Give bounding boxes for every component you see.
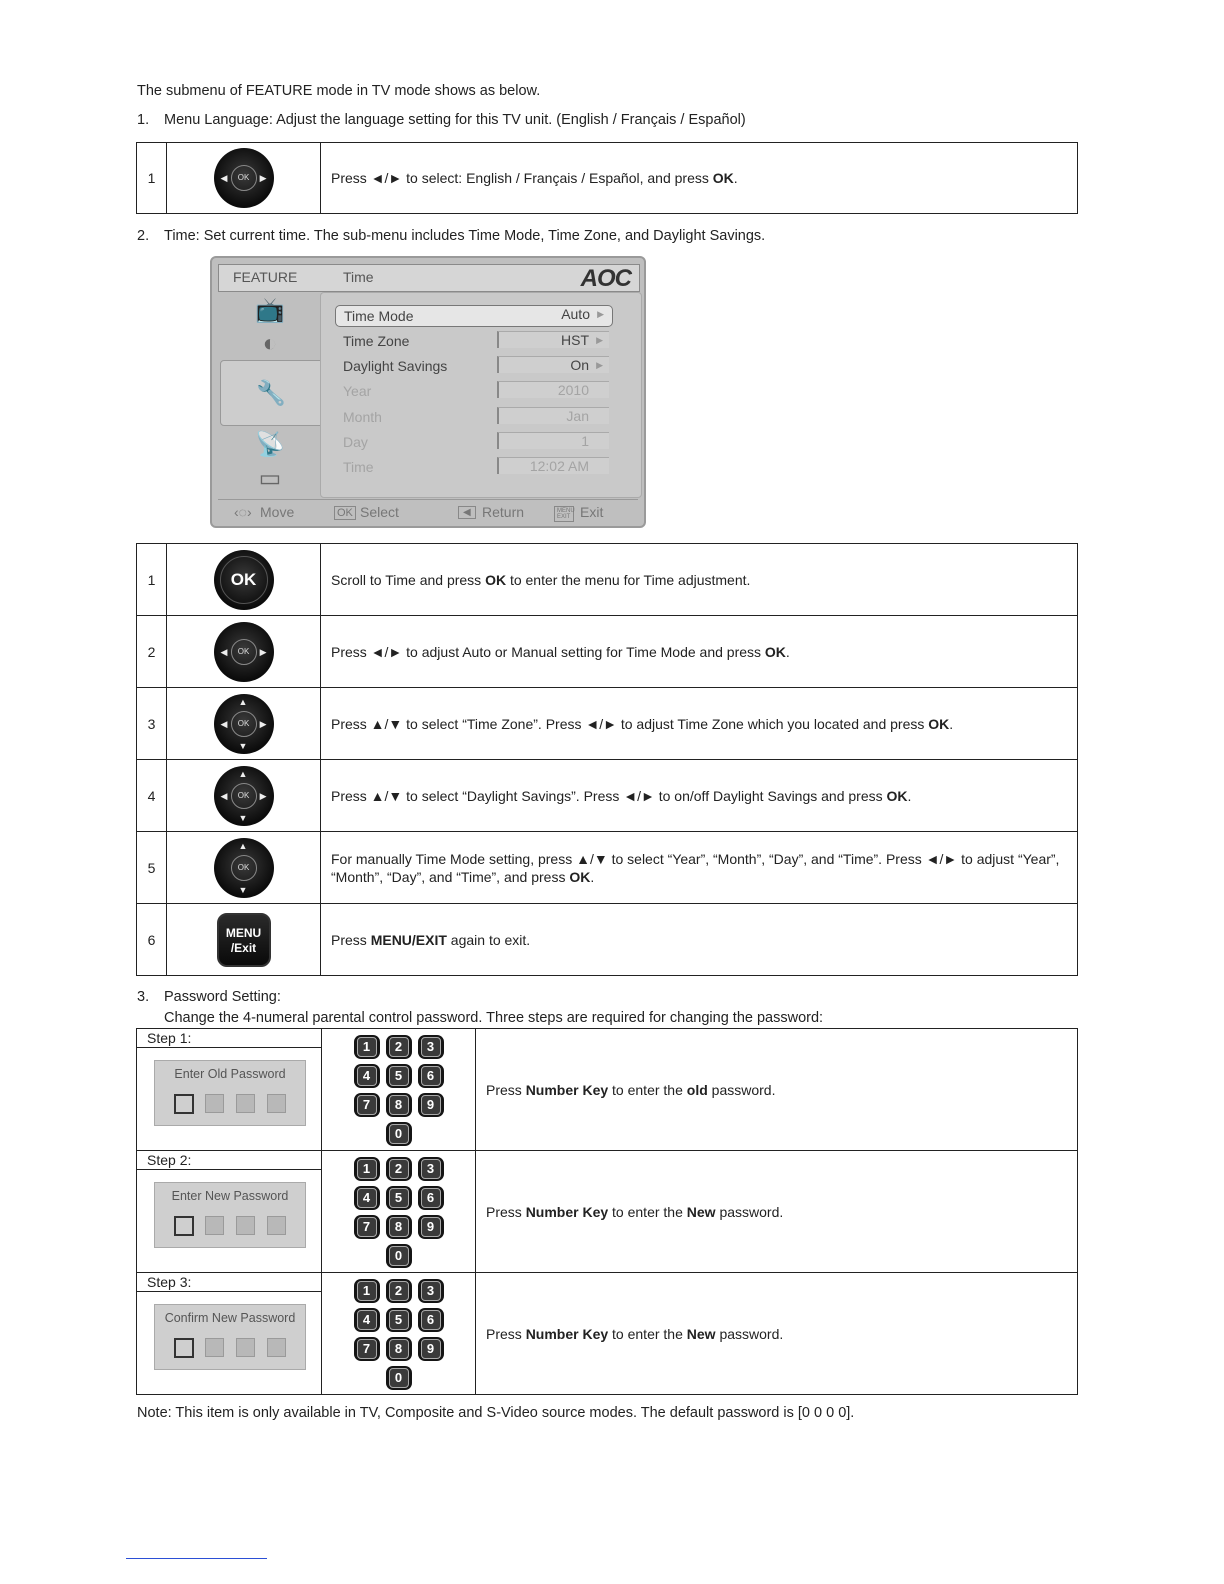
password-digit-box <box>174 1216 194 1236</box>
tools-icon: 🔧 <box>220 360 322 426</box>
footer-exit: Exit <box>580 504 604 520</box>
row-number: 4 <box>137 760 167 832</box>
osd-row-year: Year 2010 <box>335 381 611 401</box>
instruction-text: Press Number Key to enter the New password. <box>476 1273 1078 1395</box>
row-number: 5 <box>137 832 167 904</box>
tv-icon: 📺 <box>255 296 285 324</box>
instruction-text: Press Number Key to enter the New password. <box>476 1151 1078 1273</box>
osd-footer <box>218 499 638 522</box>
instruction-text: For manually Time Mode setting, press ▲/▼ to select “Year”, “Month”, “Day”, and “Time”. Press ◄/► to adjust “Year”, “Month”, “Day”, and “Time”, and press OK. <box>321 832 1078 904</box>
number-keypad-icon: 1 2 3 4 5 6 7 8 9 0 <box>354 1157 444 1268</box>
footer-rule <box>126 1558 267 1559</box>
osd-time-panel <box>320 292 642 498</box>
screen-icon: ▭ <box>258 464 282 492</box>
osd-row-month: Month Jan <box>335 407 611 427</box>
ok-left-right-button-icon: ◀ OK ▶ <box>214 622 274 682</box>
section3-title: Password Setting: <box>164 989 281 1005</box>
right-arrow-icon: ▶ <box>596 360 603 370</box>
password-digit-box <box>205 1338 224 1357</box>
ok-four-way-button-icon: ▲ ◀ OK ▶ ▼ <box>214 694 274 754</box>
password-digit-box <box>236 1216 255 1235</box>
right-arrow-icon: ▶ <box>596 335 603 345</box>
instruction-text: Press ▲/▼ to select “Daylight Savings”. Press ◄/► to on/off Daylight Savings and press OK. <box>321 760 1078 832</box>
ok-button-icon: OK <box>214 550 274 610</box>
number-keypad-icon: 1 2 3 4 5 6 7 8 9 0 <box>354 1035 444 1146</box>
footer-return: Return <box>482 504 525 520</box>
enter-new-password-dialog: Enter New Password <box>154 1182 306 1248</box>
time-steps-table <box>136 543 1078 976</box>
menu-exit-key-icon: MENU EXIT <box>554 506 574 522</box>
note-text: Note: This item is only available in TV, Composite and S-Video source modes. The default password is [0 0 0 0]. <box>137 1405 855 1421</box>
aoc-logo: AOC <box>580 265 631 292</box>
osd-row-daylight-savings: Daylight Savings On ▶ <box>335 356 611 376</box>
ok-four-way-button-icon: ▲ ◀ OK ▶ ▼ <box>214 766 274 826</box>
feature-time-osd-screenshot <box>210 256 646 528</box>
section2-number: 2. <box>137 228 150 244</box>
footer-move: Move <box>260 504 295 520</box>
instruction-text: Press ◄/► to select: English / Français / Español, and press OK. <box>321 143 1078 214</box>
osd-row-time-zone: Time Zone HST ▶ <box>335 331 611 351</box>
right-arrow-icon: ▶ <box>597 309 604 319</box>
row-number: 2 <box>137 616 167 688</box>
instruction-text: Press Number Key to enter the old password. <box>476 1029 1078 1151</box>
instruction-text: Press ▲/▼ to select “Time Zone”. Press ◄/► to adjust Time Zone which you located and press OK. <box>321 688 1078 760</box>
osd-header-time: Time <box>343 269 374 285</box>
instruction-text: Scroll to Time and press OK to enter the menu for Time adjustment. <box>321 544 1078 616</box>
password-digit-box <box>236 1094 255 1113</box>
password-digit-box <box>236 1338 255 1357</box>
osd-header <box>218 264 640 292</box>
move-arrows-icon: ‹◌› <box>234 504 252 520</box>
password-digit-box <box>267 1216 286 1235</box>
row-number: 1 <box>137 143 167 214</box>
osd-header-feature: FEATURE <box>233 269 298 285</box>
row-number: 1 <box>137 544 167 616</box>
footer-select: Select <box>360 504 399 520</box>
row-number: 3 <box>137 688 167 760</box>
password-digit-box <box>174 1338 194 1358</box>
password-digit-box <box>267 1338 286 1357</box>
osd-row-time-mode: Time Mode Auto ▶ <box>335 305 613 327</box>
osd-row-day: Day 1 <box>335 432 611 452</box>
password-table <box>136 1028 1078 1395</box>
password-digit-box <box>205 1216 224 1235</box>
step-label: Step 3: <box>137 1273 321 1292</box>
number-keypad-icon: 1 2 3 4 5 6 7 8 9 0 <box>354 1279 444 1390</box>
section1-number: 1. <box>137 112 150 128</box>
satellite-icon: 📡 <box>255 430 285 458</box>
osd-side-tabs <box>218 294 318 494</box>
ok-up-down-button-icon: ▲ OK ▼ <box>214 838 274 898</box>
section1-title: Menu Language: Adjust the language setting for this TV unit. (English / Français / Español) <box>164 112 746 128</box>
menu-exit-key-icon: MENU /Exit <box>217 913 271 967</box>
ok-key-icon: OK <box>334 506 356 520</box>
row-number: 6 <box>137 904 167 976</box>
section2-title: Time: Set current time. The sub-menu includes Time Mode, Time Zone, and Daylight Savings. <box>164 228 766 244</box>
password-digit-box <box>174 1094 194 1114</box>
return-key-icon: ◀ <box>458 506 476 519</box>
intro-text: The submenu of FEATURE mode in TV mode shows as below. <box>137 83 541 99</box>
confirm-new-password-dialog: Confirm New Password <box>154 1304 306 1370</box>
osd-row-time: Time 12:02 AM <box>335 457 611 477</box>
section3-number: 3. <box>137 989 150 1005</box>
step-label: Step 1: <box>137 1029 321 1048</box>
step-label: Step 2: <box>137 1151 321 1170</box>
enter-old-password-dialog: Enter Old Password <box>154 1060 306 1126</box>
speaker-icon: ◐ <box>262 330 278 357</box>
ok-left-right-button-icon: ◀ OK ▶ <box>214 148 274 208</box>
language-table <box>136 142 1078 214</box>
instruction-text: Press ◄/► to adjust Auto or Manual setting for Time Mode and press OK. <box>321 616 1078 688</box>
instruction-text: Press MENU/EXIT again to exit. <box>321 904 1078 976</box>
section3-subtitle: Change the 4-numeral parental control password. Three steps are required for changing the password: <box>164 1010 824 1026</box>
password-digit-box <box>205 1094 224 1113</box>
password-digit-box <box>267 1094 286 1113</box>
